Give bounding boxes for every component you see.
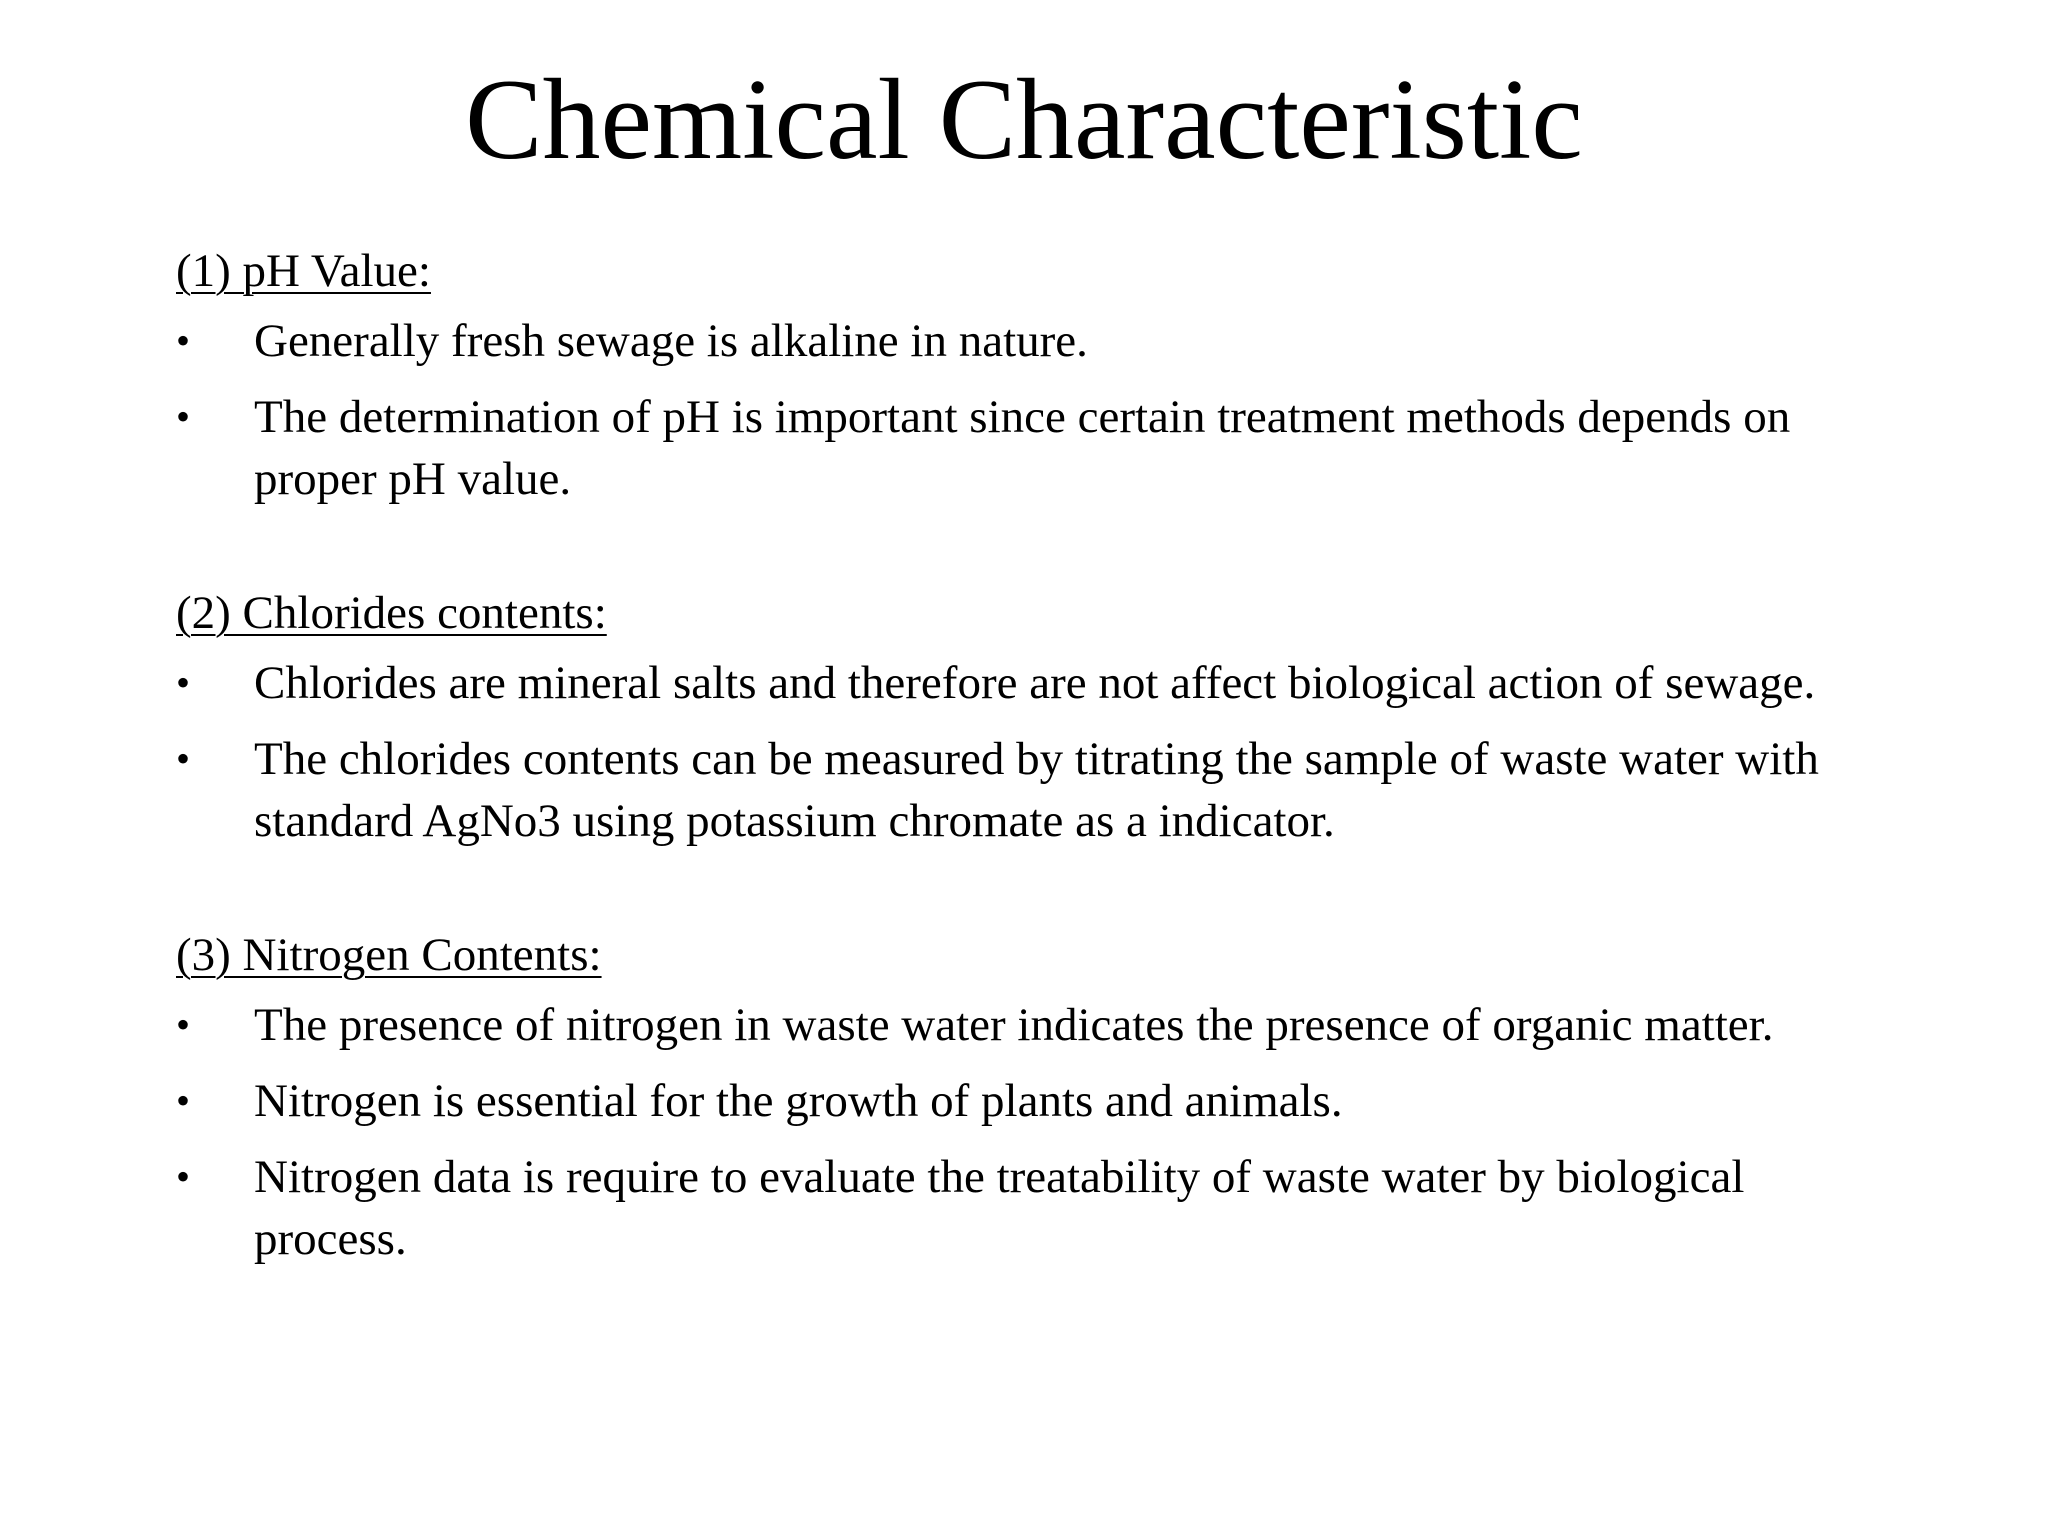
- section-heading: (2) Chlorides contents:: [176, 587, 607, 639]
- section-heading: (3) Nitrogen Contents:: [176, 929, 602, 981]
- bullet-icon: •: [176, 736, 191, 781]
- bullet-list: [176, 652, 1896, 852]
- bullet-item: [176, 310, 1896, 372]
- bullet-icon: •: [176, 394, 191, 439]
- section-nitrogen-contents: [176, 924, 1896, 1270]
- section-heading: (1) pH Value:: [176, 245, 431, 297]
- bullet-text: The presence of nitrogen in waste water indicates the presence of organic matter.: [254, 999, 1774, 1051]
- bullet-icon: •: [176, 1154, 191, 1199]
- section-ph-value: [176, 240, 1896, 510]
- bullet-text: Generally fresh sewage is alkaline in nature.: [254, 315, 1088, 367]
- bullet-text: Chlorides are mineral salts and therefore are not affect biological action of sewage.: [254, 657, 1816, 709]
- bullet-text: Nitrogen data is require to evaluate the treatability of waste water by biological process.: [254, 1151, 1745, 1265]
- bullet-item: [176, 994, 1896, 1056]
- bullet-icon: •: [176, 1078, 191, 1123]
- bullet-text: The chlorides contents can be measured by titrating the sample of waste water with standard AgNo3 using potassium chromate as a indicator.: [254, 733, 1819, 847]
- slide-content: [176, 240, 1896, 1342]
- section-chlorides-contents: [176, 582, 1896, 852]
- bullet-item: [176, 1146, 1896, 1270]
- bullet-icon: •: [176, 318, 191, 363]
- bullet-list: [176, 310, 1896, 510]
- bullet-icon: •: [176, 660, 191, 705]
- slide-title: Chemical Characteristic: [465, 56, 1583, 184]
- bullet-item: [176, 386, 1896, 510]
- bullet-list: [176, 994, 1896, 1270]
- bullet-text: The determination of pH is important since certain treatment methods depends on proper pH value.: [254, 391, 1791, 505]
- bullet-item: [176, 652, 1896, 714]
- bullet-item: [176, 1070, 1896, 1132]
- bullet-icon: •: [176, 1002, 191, 1047]
- bullet-text: Nitrogen is essential for the growth of plants and animals.: [254, 1075, 1343, 1127]
- bullet-item: [176, 728, 1896, 852]
